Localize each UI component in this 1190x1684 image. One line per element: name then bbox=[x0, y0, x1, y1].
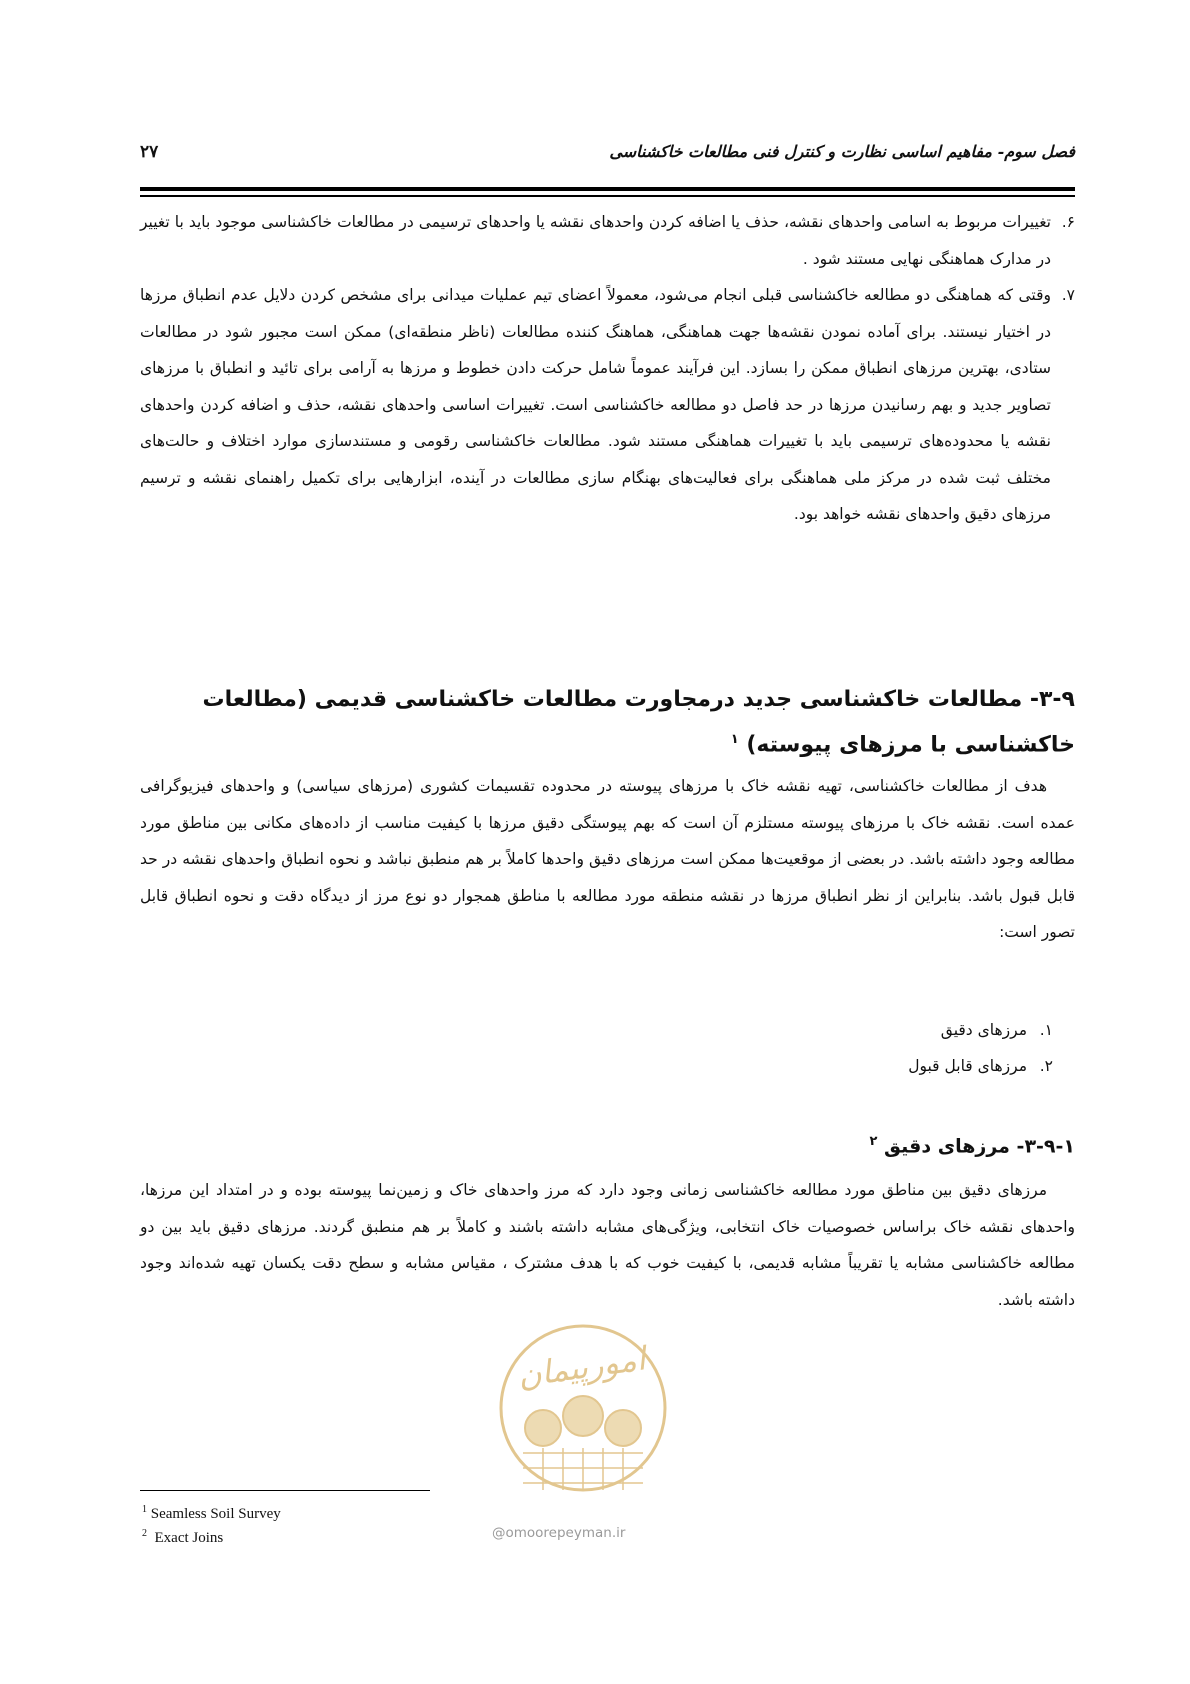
watermark-logo bbox=[483, 1318, 683, 1508]
list-item-number: ۲. bbox=[1039, 1057, 1053, 1075]
list-item-text: وقتی که هماهنگی دو مطالعه خاکشناسی قبلی انجام می‌شود، معمولاً اعضای تیم عملیات میدانی برای مشخص کردن دلایل عدم انطباق مرزها در اختیار نیستند. برای آماده نمودن نقشه‌ها جهت هماهنگی، هماهنگ کننده مطالعات (ناظر منطقه‌ای) ممکن است مجبور شود در مطالعات ستادی، بهترین مرزهای انطباق ممکن را بسازد. این فرآیند عموماً شامل حرکت دادن خطوط و مرزها به آرامی برای تائید و انطباق با مرزهای تصاویر جدید و بهم رسانیدن مرزها در حد فاصل دو مطالعه خاکشناسی است. تغییرات اساسی واحدهای نقشه، حذف و اضافه کردن واحدهای نقشه یا محدوده‌های ترسیمی باید با تغییرات هماهنگی مستند شود. مطالعات خاکشناسی رقومی و مستندسازی موارد اختلاف و حالت‌های مختلف ثبت شده در مرکز ملی هماهنگی برای فعالیت‌های بهنگام سازی مطالعات در آینده، ابزارهایی برای تکمیل راهنمای نقشه و ترسیم مرزهای دقیق واحدهای نقشه خواهد بود. bbox=[140, 286, 1051, 523]
gear-icon bbox=[605, 1410, 641, 1446]
chapter-title: فصل سوم- مفاهیم اساسی نظارت و کنترل فنی مطالعات خاکشناسی bbox=[609, 142, 1075, 161]
subsection-paragraph: مرزهای دقیق بین مناطق مورد مطالعه خاکشناسی زمانی وجود دارد که مرز واحدهای خاک و زمین‌نما پیوسته بوده و در امتداد این مرزها، واحدهای نقشه خاک براساس خصوصیات خاک انتخابی، ویژگی‌های مشابه داشته باشند و کاملاً بر هم منطبق گردند. مرزهای دقیق باید بین دو مطالعه خاکشناسی مشابه یا تقریباً مشابه قدیمی، با کیفیت خوب که با هدف مشترک ، مقیاس مشابه و سطح دقت یکسان تهیه شده‌اند وجود داشته باشد. bbox=[140, 1181, 1075, 1309]
footnote: $^2$ Exact Joins bbox=[142, 1528, 224, 1546]
gear-icon bbox=[563, 1396, 603, 1436]
list-item-text: مرزهای دقیق bbox=[940, 1021, 1027, 1039]
subsection-heading bbox=[140, 1127, 1075, 1161]
list-item bbox=[140, 277, 1075, 533]
watermark-logo-text: امورپیمان bbox=[515, 1339, 648, 1395]
list-item-number: ۷. bbox=[1061, 286, 1075, 304]
list-item-text: تغییرات مربوط به اسامی واحدهای نقشه، حذف یا اضافه کردن واحدهای نقشه یا واحدهای ترسیمی در مطالعات خاکشناسی موجود باید با تغییر در مدارک هماهنگی نهایی مستند شود . bbox=[140, 213, 1051, 268]
list-item bbox=[140, 1012, 1075, 1048]
footnote-rule bbox=[140, 1490, 430, 1491]
page-number: ۲۷ bbox=[140, 142, 159, 162]
footnote-marker: ۱ bbox=[730, 732, 739, 747]
section-heading-text: ۳-۹- مطالعات خاکشناسی جدید درمجاورت مطالعات خاکشناسی قدیمی (مطالعات خاکشناسی با مرزهای پیوسته) bbox=[202, 687, 1075, 758]
watermark-caption: @omoorepeyman.ir bbox=[492, 1525, 626, 1541]
header-rule-thin bbox=[140, 195, 1075, 197]
list-item bbox=[140, 204, 1075, 277]
list-item-number: ۶. bbox=[1061, 213, 1075, 231]
numbered-list bbox=[140, 204, 1075, 533]
section-heading bbox=[140, 680, 1075, 765]
list-item-number: ۱. bbox=[1039, 1021, 1053, 1039]
header-rule-thick bbox=[140, 187, 1075, 191]
boundary-types-list bbox=[140, 1012, 1075, 1084]
list-item bbox=[140, 1048, 1075, 1084]
section-paragraph: هدف از مطالعات خاکشناسی، تهیه نقشه خاک با مرزهای پیوسته در محدوده تقسیمات کشوری (مرزهای سیاسی) و واحدهای فیزیوگرافی عمده است. نقشه خاک با مرزهای پیوسته مستلزم آن است که بهم پیوستگی دقیق مرزها با کیفیت مناسب از داده‌های مکانی بین مناطق مورد مطالعه وجود داشته باشد. در بعضی از موقعیت‌ها ممکن است مرزهای دقیق واحدها کاملاً بر هم منطبق نباشد و نحوه انطباق واحدهای نقشه در حد قابل قبول باشد. بنابراین از نظر انطباق مرزها در نقشه منطقه مورد مطالعه با مناطق همجوار دو نوع مرز از دیدگاه دقت و نحوه انطباق قابل تصور است: bbox=[140, 777, 1075, 941]
footnotes bbox=[142, 1500, 281, 1548]
footnote-marker: ۲ bbox=[869, 1134, 878, 1149]
subsection-heading-text: ۳-۹-۱- مرزهای دقیق bbox=[884, 1135, 1075, 1158]
gear-icon bbox=[525, 1410, 561, 1446]
footnote: $^1$ Seamless Soil Survey bbox=[142, 1504, 281, 1522]
list-item-text: مرزهای قابل قبول bbox=[908, 1057, 1027, 1075]
